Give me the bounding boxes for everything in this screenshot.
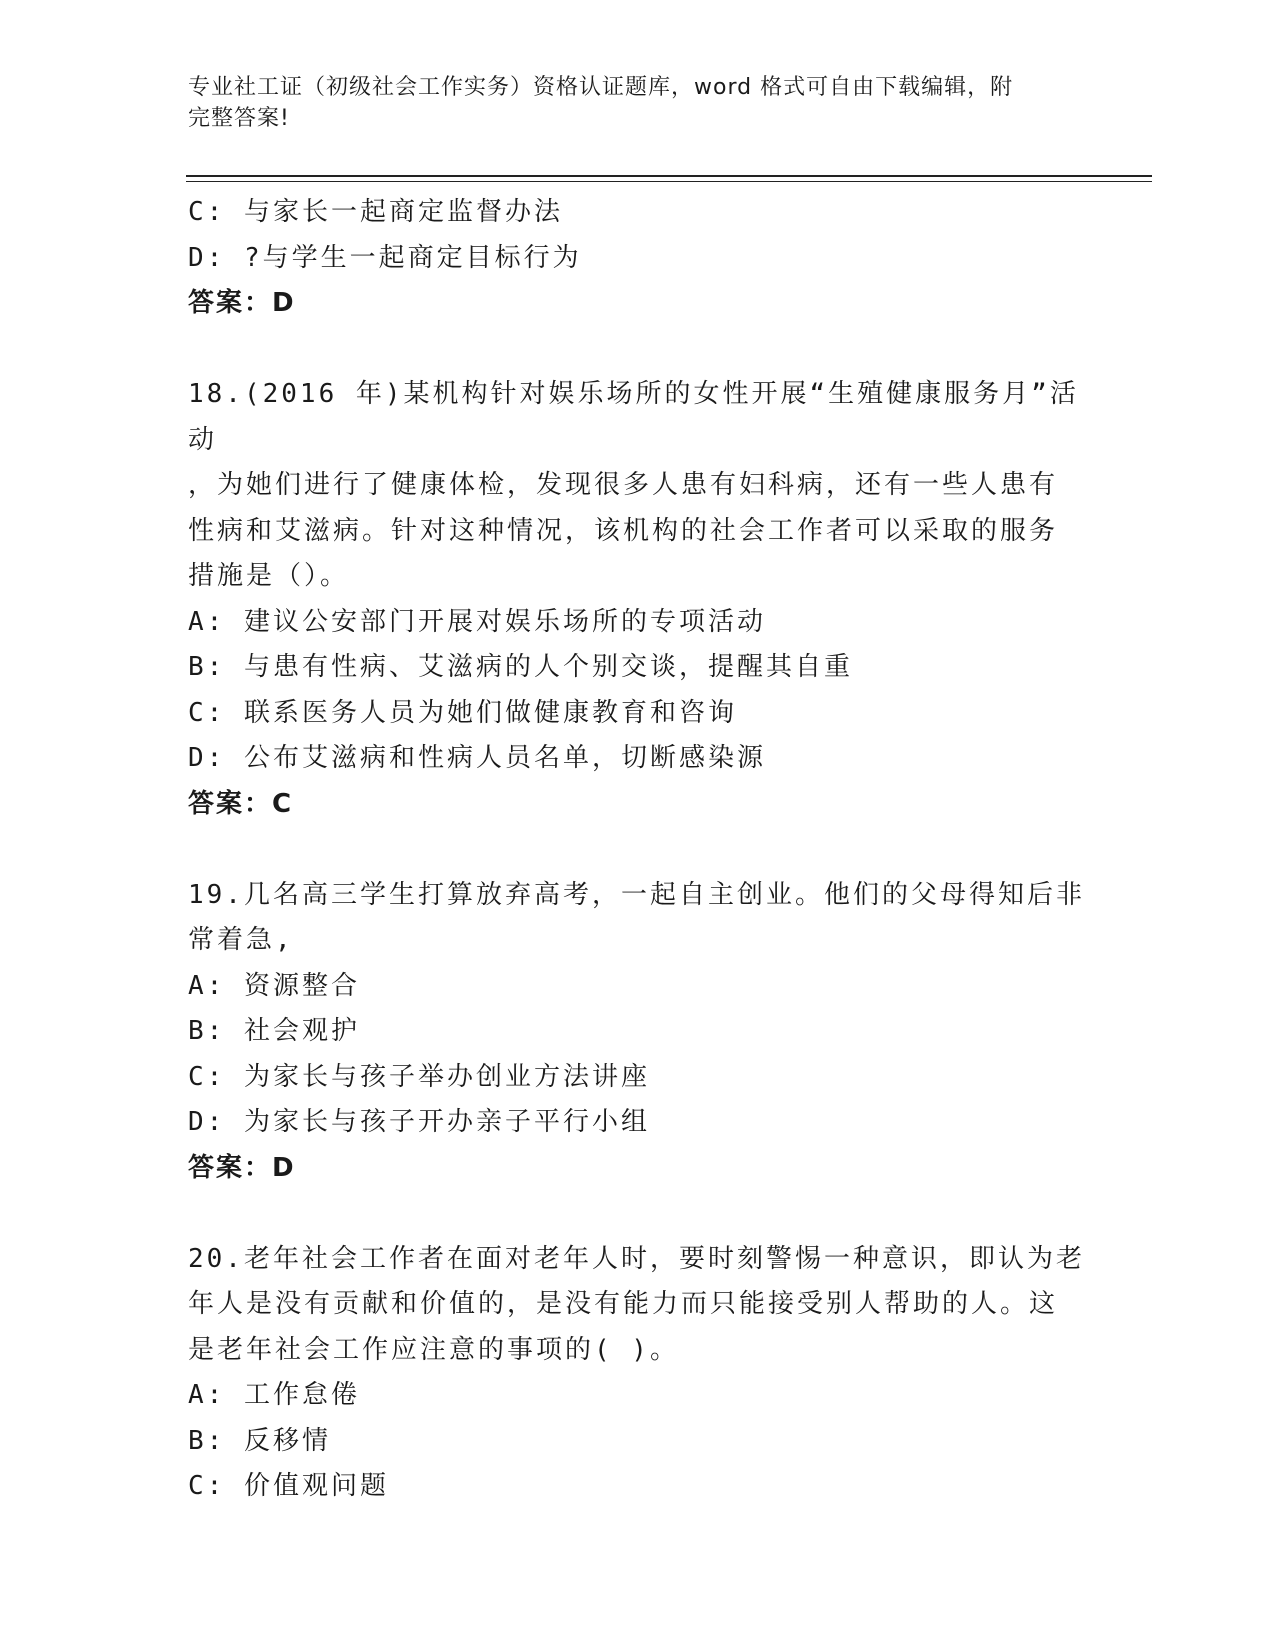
answer-line: 答案：D <box>188 288 296 318</box>
question-stem-line: ，为她们进行了健康体检，发现很多人患有妇科病，还有一些人患有 <box>188 470 1059 500</box>
spacer <box>188 327 1088 373</box>
option-b: B: 社会观护 <box>188 1016 360 1046</box>
header-divider-thick <box>186 175 1152 177</box>
option-a: A: 建议公安部门开展对娱乐场所的专项活动 <box>188 606 766 637</box>
answer-line: 答案：D <box>188 1152 296 1183</box>
header-line-2: 完整答案! <box>188 106 290 131</box>
option-b: B: 与患有性病、艾滋病的人个别交谈，提醒其自重 <box>188 652 853 682</box>
question-stem-line: 年人是没有贡献和价值的，是没有能力而只能接受别人帮助的人。这 <box>188 1289 1059 1319</box>
question-content <box>188 190 1088 1510</box>
spacer <box>188 1191 1088 1237</box>
question-stem-line: 18.(2016 年)某机构针对娱乐场所的女性开展“生殖健康服务月”活动 <box>188 379 1079 455</box>
question-stem-line: 措施是（）。 <box>188 561 350 591</box>
question-20 <box>188 1237 1088 1510</box>
option-c: C: 为家长与孩子举办创业方法讲座 <box>188 1061 650 1092</box>
question-stem-line: 20.老年社会工作者在面对老年人时，要时刻警惕一种意识，即认为老 <box>188 1243 1085 1274</box>
option-d: D: 为家长与孩子开办亲子平行小组 <box>188 1107 650 1137</box>
document-header <box>188 72 1088 134</box>
question-stem-line: 性病和艾滋病。针对这种情况，该机构的社会工作者可以采取的服务 <box>188 515 1059 546</box>
header-divider-thin <box>186 181 1152 182</box>
question-stem-line: 常着急, <box>188 925 294 955</box>
spacer <box>188 827 1088 873</box>
question-18 <box>188 372 1088 827</box>
question-19 <box>188 873 1088 1192</box>
question-17-tail <box>188 190 1088 327</box>
option-d: D: 公布艾滋病和性病人员名单，切断感染源 <box>188 743 766 773</box>
question-stem-line: 19.几名高三学生打算放弃高考，一起自主创业。他们的父母得知后非 <box>188 879 1085 910</box>
option-d: D: ?与学生一起商定目标行为 <box>188 242 582 273</box>
question-stem-line: 是老年社会工作应注意的事项的( )。 <box>188 1334 679 1365</box>
option-c: C: 与家长一起商定监督办法 <box>188 197 563 227</box>
answer-line: 答案：C <box>188 788 294 819</box>
header-line-1: 专业社工证（初级社会工作实务）资格认证题库，word 格式可自由下载编辑，附 <box>188 75 1014 100</box>
option-c: C: 联系医务人员为她们做健康教育和咨询 <box>188 697 737 728</box>
option-a: A: 资源整合 <box>188 970 360 1001</box>
option-c: C: 价值观问题 <box>188 1471 389 1501</box>
option-a: A: 工作怠倦 <box>188 1380 360 1410</box>
option-b: B: 反移情 <box>188 1425 331 1456</box>
